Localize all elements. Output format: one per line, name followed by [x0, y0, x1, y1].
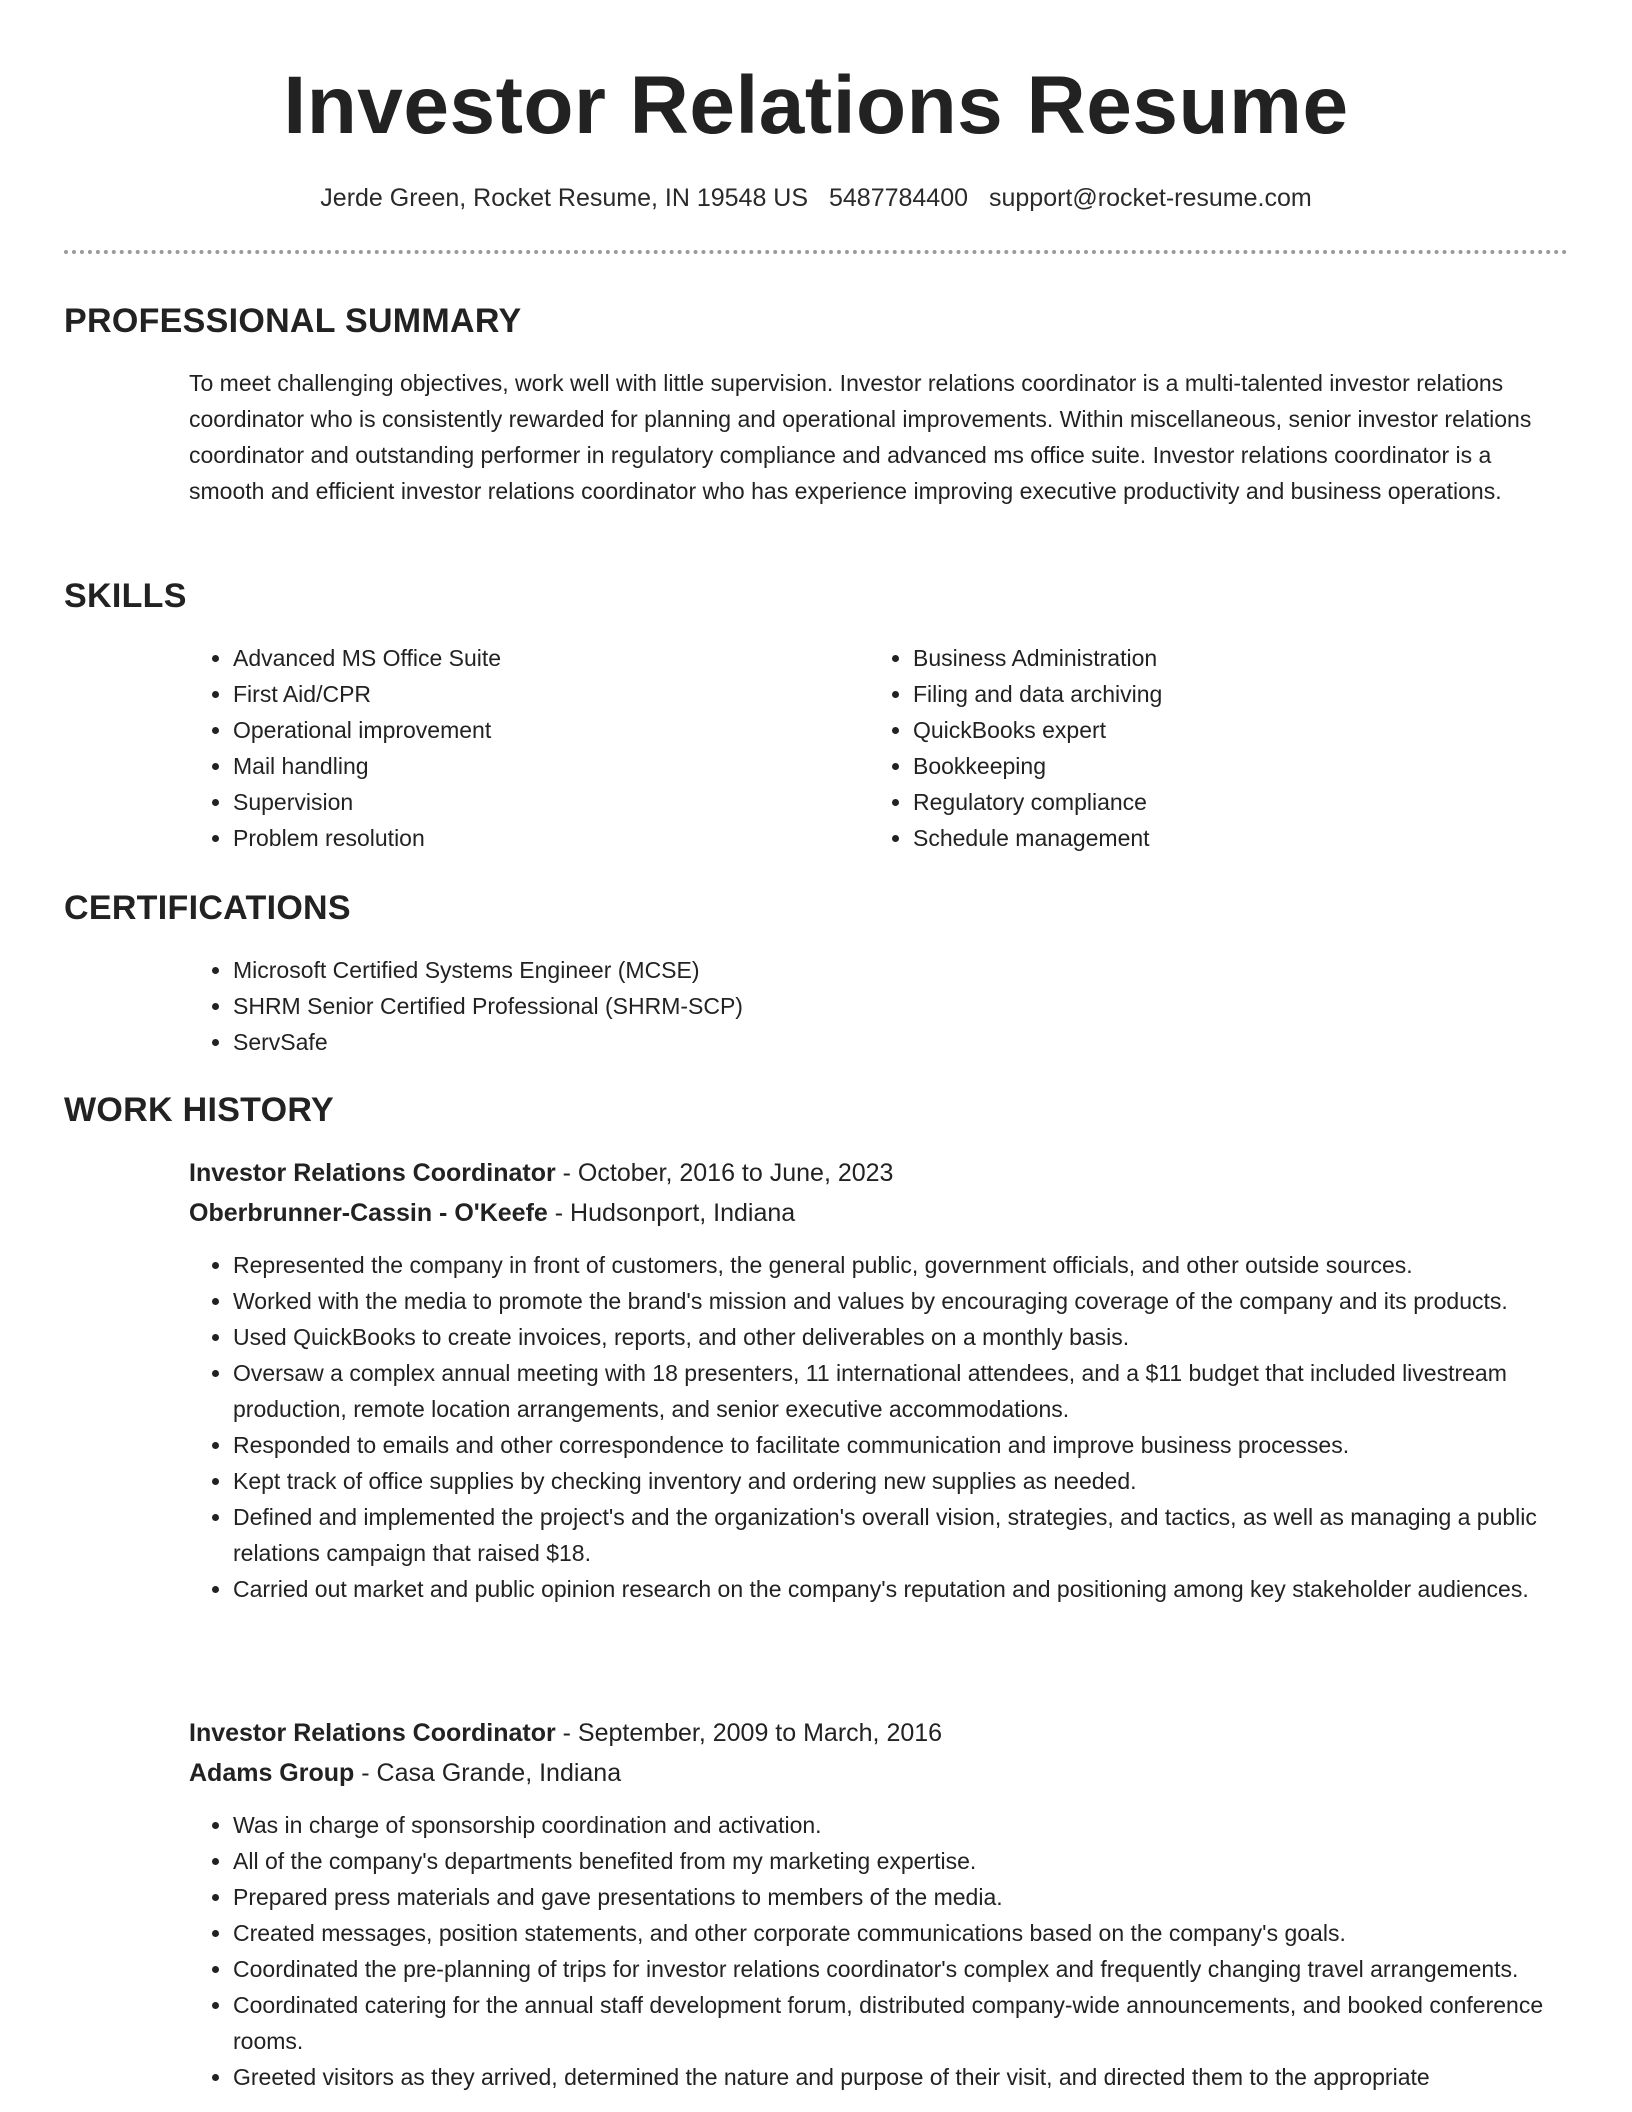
job-bullet: • Oversaw a complex annual meeting with 18 presenters, 11 international attendees, and a $11 budget that included livestream production, remote location arrangements, and senior executive accommodations. [233, 1355, 1569, 1427]
certification-item: • ServSafe [233, 1024, 1389, 1060]
job-title: Investor Relations Coordinator [189, 1159, 556, 1187]
skills-right-list [869, 640, 1509, 856]
job-bullets [189, 1807, 1569, 2095]
job-bullet: • All of the company's departments benefited from my marketing expertise. [233, 1843, 1569, 1879]
job-title: Investor Relations Coordinator [189, 1719, 556, 1747]
job-entry [189, 1713, 1569, 2095]
job-bullet: • Carried out market and public opinion research on the company's reputation and positioning among key stakeholder audiences. [233, 1571, 1569, 1607]
skills-right-column [869, 640, 1509, 856]
resume-title: Investor Relations Resume [283, 60, 1349, 151]
job-entry [189, 1153, 1569, 1607]
contact-line [0, 182, 1632, 214]
job-title-line [189, 1713, 1569, 1753]
job-title-line [189, 1153, 1569, 1193]
job-bullet: • Coordinated the pre-planning of trips for investor relations coordinator's complex and frequently changing travel arrangements. [233, 1951, 1569, 1987]
job-company: Oberbrunner-Cassin - O'Keefe [189, 1199, 548, 1227]
job-location: - Hudsonport, Indiana [547, 1199, 796, 1227]
skill-item: • Advanced MS Office Suite [233, 640, 829, 676]
contact-address: Jerde Green, Rocket Resume, IN 19548 US [320, 184, 809, 212]
skill-item: • Mail handling [233, 748, 829, 784]
skills-left-column [189, 640, 829, 856]
job-bullet: • Created messages, position statements, and other corporate communications based on the company's goals. [233, 1915, 1569, 1951]
certifications-heading: CERTIFICATIONS [64, 889, 351, 927]
header-divider [64, 250, 1568, 254]
skill-item: • Problem resolution [233, 820, 829, 856]
skill-item: • Regulatory compliance [913, 784, 1509, 820]
skill-item: • Schedule management [913, 820, 1509, 856]
skills-left-list [189, 640, 829, 856]
skill-item: • Operational improvement [233, 712, 829, 748]
skill-item: • Bookkeeping [913, 748, 1509, 784]
job-bullet: • Coordinated catering for the annual staff development forum, distributed company-wide announcements, and booked conference rooms. [233, 1987, 1569, 2059]
job-bullet: • Kept track of office supplies by checking inventory and ordering new supplies as needed. [233, 1463, 1569, 1499]
certification-item: • Microsoft Certified Systems Engineer (MCSE) [233, 952, 1389, 988]
certification-item: • SHRM Senior Certified Professional (SHRM-SCP) [233, 988, 1389, 1024]
job-dates: - September, 2009 to March, 2016 [555, 1719, 943, 1747]
job-bullet: • Prepared press materials and gave presentations to members of the media. [233, 1879, 1569, 1915]
summary-heading: PROFESSIONAL SUMMARY [64, 302, 522, 340]
job-company-line [189, 1753, 1569, 1793]
job-bullet: • Was in charge of sponsorship coordination and activation. [233, 1807, 1569, 1843]
contact-phone: 5487784400 [828, 184, 969, 212]
job-location: - Casa Grande, Indiana [354, 1759, 622, 1787]
skill-item: • Business Administration [913, 640, 1509, 676]
contact-email: support@rocket-resume.com [988, 184, 1312, 212]
skills-heading: SKILLS [64, 577, 187, 615]
work-history-heading: WORK HISTORY [64, 1091, 334, 1129]
certifications-block [189, 952, 1389, 1060]
job-company-line [189, 1193, 1569, 1233]
job-dates: - October, 2016 to June, 2023 [555, 1159, 894, 1187]
summary-text: To meet challenging objectives, work well with little supervision. Investor relations coordinator is a multi-talented investor relations coordinator who is consistently rewarded for planning and operational improvements. Within miscellaneous, senior investor relations coordinator and outstanding performer in regulatory compliance and advanced ms office suite. Investor relations coordinator is a smooth and efficient investor relations coordinator who has experience improving executive productivity and business operations. [189, 370, 1532, 504]
job-bullets [189, 1247, 1569, 1607]
skill-item: • QuickBooks expert [913, 712, 1509, 748]
job-bullet: • Responded to emails and other correspondence to facilitate communication and improve business processes. [233, 1427, 1569, 1463]
skill-item: • Supervision [233, 784, 829, 820]
job-bullet: • Defined and implemented the project's and the organization's overall vision, strategies, and tactics, as well as managing a public relations campaign that raised $18. [233, 1499, 1569, 1571]
skill-item: • First Aid/CPR [233, 676, 829, 712]
skill-item: • Filing and data archiving [913, 676, 1509, 712]
job-bullet: • Greeted visitors as they arrived, determined the nature and purpose of their visit, and directed them to the appropriate [233, 2059, 1569, 2095]
job-bullet: • Used QuickBooks to create invoices, reports, and other deliverables on a monthly basis. [233, 1319, 1569, 1355]
job-company: Adams Group [189, 1759, 355, 1787]
job-bullet: • Represented the company in front of customers, the general public, government officials, and other outside sources. [233, 1247, 1569, 1283]
job-bullet: • Worked with the media to promote the brand's mission and values by encouraging coverage of the company and its products. [233, 1283, 1569, 1319]
certifications-list [189, 952, 1389, 1060]
